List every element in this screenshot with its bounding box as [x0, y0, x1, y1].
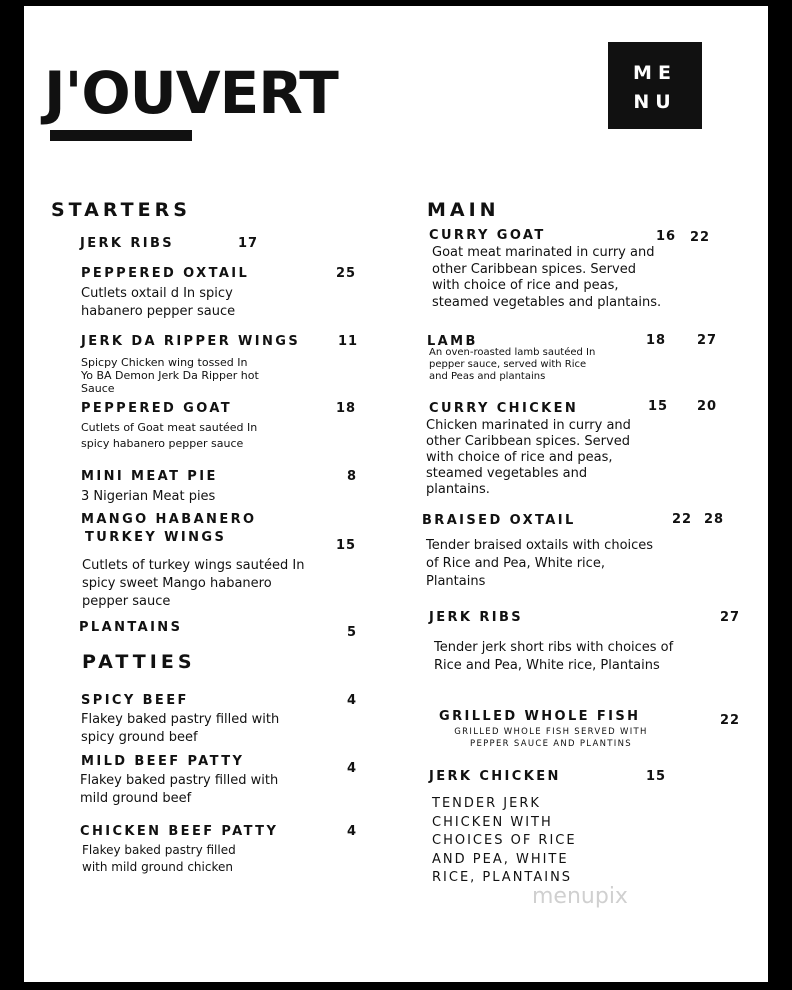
item-price: 4 [347, 824, 358, 839]
item-description: Spicpy Chicken wing tossed In Yo BA Demon Jerk Da Ripper hot Sauce [81, 356, 259, 395]
item-description: Tender jerk short ribs with choices of Rice and Pea, White rice, Plantains [434, 640, 674, 673]
item-description: Flakey baked pastry filled with mild ground chicken [82, 843, 236, 874]
item-description: GRILLED WHOLE FISH SERVED WITH PEPPER SAUCE AND PLANTINS [454, 727, 648, 749]
item-price: 5 [347, 625, 358, 640]
item-description: 3 Nigerian Meat pies [81, 489, 216, 504]
item-name: PEPPERED GOAT [81, 401, 233, 416]
item-name: LAMB [427, 334, 478, 349]
item-name: CURRY CHICKEN [429, 401, 579, 416]
item-price-large: 20 [697, 399, 718, 414]
item-price: 17 [238, 236, 259, 251]
item-price: 15 [336, 538, 357, 553]
item-name: CURRY GOAT [429, 228, 546, 243]
item-description: Flakey baked pastry filled with spicy ground beef [81, 712, 280, 745]
item-name: CHICKEN BEEF PATTY [80, 824, 279, 839]
item-description: Tender braised oxtails with choices of Rice and Pea, White rice, Plantains [426, 538, 654, 589]
item-price-small: 18 [646, 333, 667, 348]
item-price: 25 [336, 266, 357, 281]
item-price: 15 [646, 769, 667, 784]
menu-badge-line1: ME [633, 62, 677, 84]
brand-logo: J'OUVERT [44, 59, 338, 127]
item-name: PLANTAINS [79, 620, 183, 635]
item-price: 4 [347, 761, 358, 776]
item-price: 27 [720, 610, 741, 625]
item-description: Cutlets of Goat meat sautéed In spicy habanero pepper sauce [81, 421, 258, 450]
item-name: MINI MEAT PIE [81, 469, 218, 484]
item-price-large: 28 [704, 512, 725, 527]
item-price: 18 [336, 401, 357, 416]
item-price-large: 27 [697, 333, 718, 348]
item-description: Goat meat marinated in curry and other Caribbean spices. Served with choice of rice and peas, steamed vegetables and plantains. [432, 245, 662, 310]
item-price-small: 16 [656, 229, 677, 244]
item-price-small: 22 [672, 512, 693, 527]
section-title-patties: PATTIES [82, 651, 196, 673]
item-name: MILD BEEF PATTY [81, 754, 245, 769]
logo-underline [50, 130, 192, 141]
item-price: 4 [347, 693, 358, 708]
item-name: BRAISED OXTAIL [422, 513, 576, 528]
item-name: MANGO HABANERO [81, 512, 257, 527]
item-price-large: 22 [690, 230, 711, 245]
section-title-main: MAIN [427, 199, 500, 221]
item-description: Flakey baked pastry filled with mild ground beef [80, 773, 279, 806]
section-title-starters: STARTERS [51, 199, 191, 221]
item-name: JERK RIBS [80, 236, 175, 251]
item-price-small: 15 [648, 399, 669, 414]
item-description: Chicken marinated in curry and other Caribbean spices. Served with choice of rice and peas, steamed vegetables and plantains. [426, 418, 631, 497]
item-name-line2: TURKEY WINGS [85, 530, 227, 545]
item-description: TENDER JERK CHICKEN WITH CHOICES OF RICE AND PEA, WHITE RICE, PLANTAINS [432, 796, 577, 885]
item-name: JERK RIBS [429, 610, 524, 625]
item-name: GRILLED WHOLE FISH [439, 709, 641, 724]
watermark: menupix [532, 884, 628, 909]
item-description: Cutlets of turkey wings sautéed In spicy sweet Mango habanero pepper sauce [82, 558, 305, 609]
item-name: PEPPERED OXTAIL [81, 266, 250, 281]
item-name: JERK DA RIPPER WINGS [81, 334, 301, 349]
item-name: SPICY BEEF [81, 693, 189, 708]
item-price: 8 [347, 469, 358, 484]
menu-badge-line2: NU [633, 91, 677, 113]
item-description: Cutlets oxtail d In spicy habanero pepper sauce [81, 286, 236, 319]
item-price: 11 [338, 334, 359, 349]
item-description: An oven-roasted lamb sautéed In pepper sauce, served with Rice and Peas and plantains [429, 347, 596, 382]
menu-badge [608, 42, 702, 129]
item-name: JERK CHICKEN [429, 769, 561, 784]
item-price: 22 [720, 713, 741, 728]
